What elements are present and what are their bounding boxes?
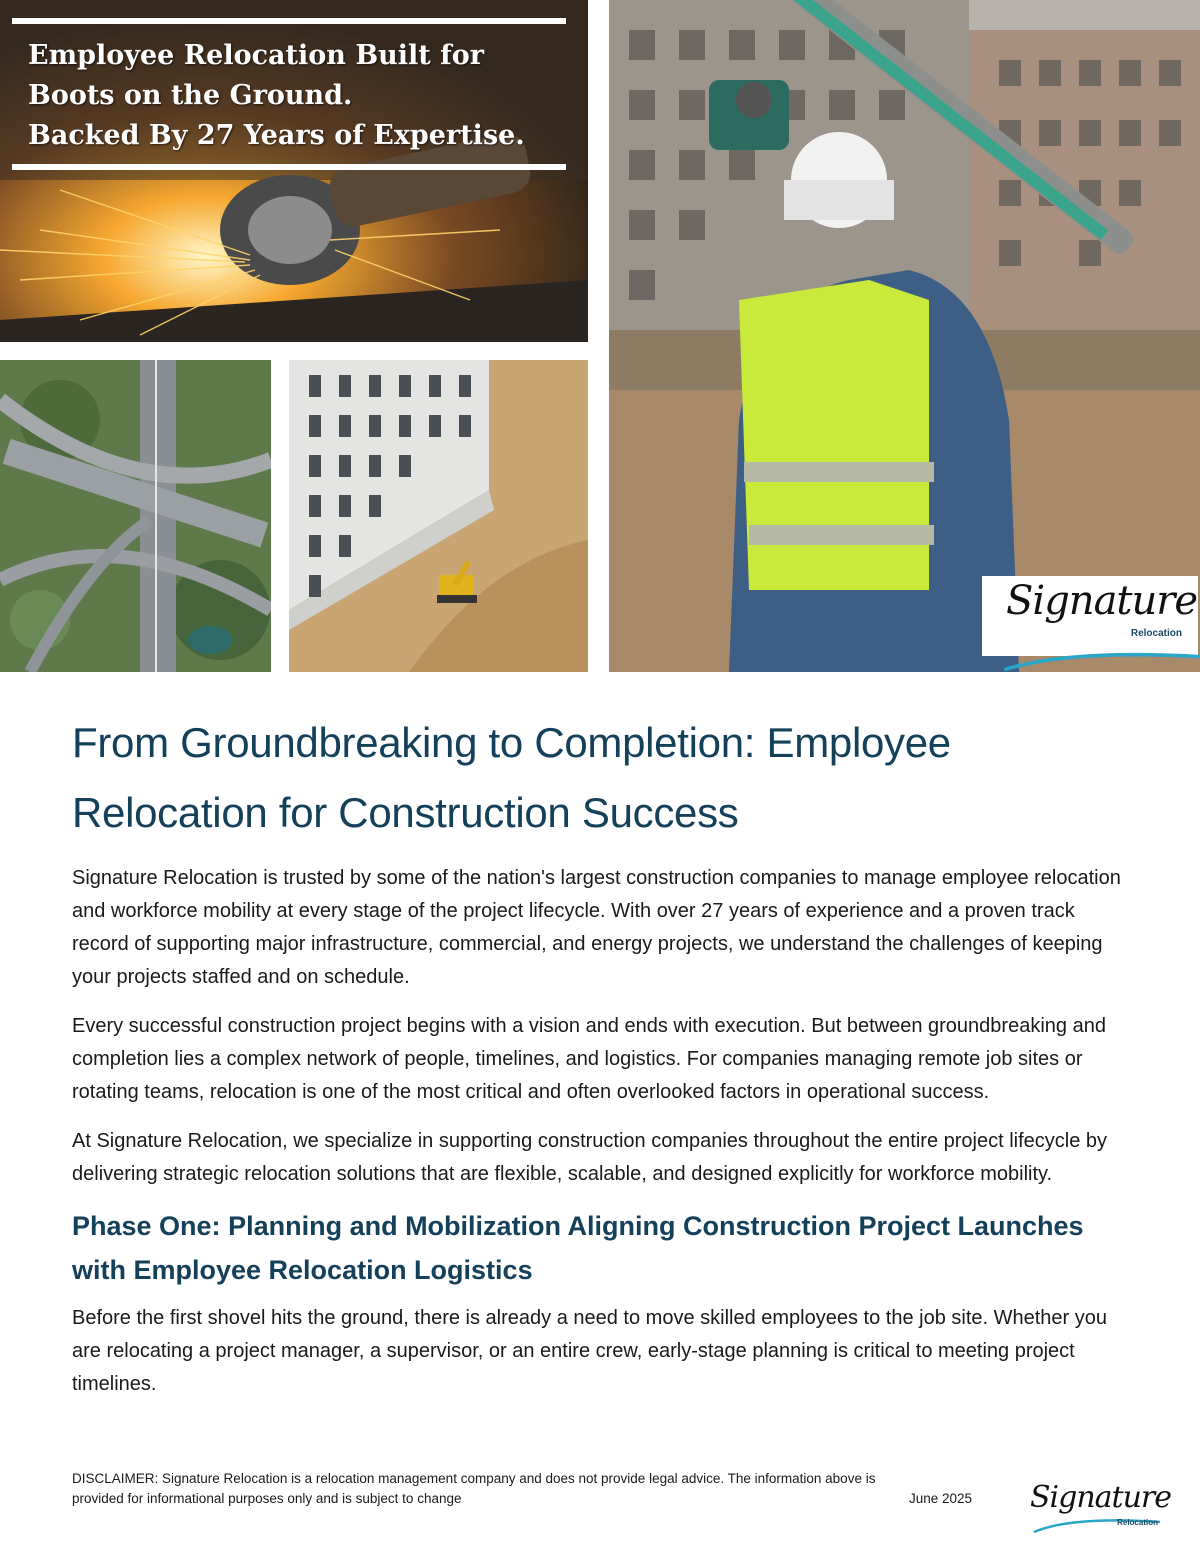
disclaimer-line-2: provided for informational purposes only and is subject to change <box>72 1491 462 1506</box>
hero-line-3: Backed By 27 Years of Expertise. <box>28 120 525 151</box>
hero-bottom-rule <box>12 164 566 170</box>
hero-line-2: Boots on the Ground. <box>28 80 353 111</box>
hero-line-1: Employee Relocation Built for <box>28 40 485 71</box>
grinder-sparks-photo <box>0 0 588 342</box>
phase-one-title: Planning and Mobilization Aligning Construction Project Launches with Employee Relocation Logistics <box>72 1211 1084 1285</box>
signature-logo-badge <box>982 576 1198 656</box>
phase-one-heading <box>72 1204 1122 1292</box>
footer-logo <box>1026 1480 1172 1540</box>
disclaimer-footer <box>72 1469 972 1509</box>
construction-site-photo <box>289 360 588 672</box>
highway-aerial-photo <box>0 360 271 672</box>
logo-sub-text: Relocation <box>1130 628 1182 639</box>
article <box>72 708 1122 1401</box>
lifecycle-paragraph: Every successful construction project begins with a vision and ends with execution. But between groundbreaking and completion lies a complex network of people, timelines, and logistics. For companies managing remote job sites or rotating teams, relocation is one of the most critical and often overlooked factors in operational success. <box>72 1015 1106 1103</box>
disclaimer-line-2-row <box>72 1489 972 1509</box>
hero-banner <box>12 18 566 170</box>
phase-one-paragraph: Before the first shovel hits the ground, there is already a need to move skilled employees to the job site. Whether you are relocating a project manager, a supervisor, or an entire crew, early-stage planning is critical to meeting project timelines. <box>72 1307 1108 1395</box>
footer-logo-script: Signature <box>1030 1480 1172 1515</box>
intro-paragraph: Signature Relocation is trusted by some of the nation's largest construction companies to manage employee relocation and workforce mobility at every stage of the project lifecycle. With over 27 years of experience and a proven track record of supporting major infrastructure, commercial, and energy projects, we understand the challenges of keeping your projects staffed and on schedule. <box>72 867 1121 988</box>
photo-collage <box>0 0 1200 672</box>
specialization-paragraph: At Signature Relocation, we specialize in supporting construction companies throughout the entire project lifecycle by delivering strategic relocation solutions that are flexible, scalable, and designed explicitly for workforce mobility. <box>72 1130 1108 1185</box>
logo-script-text: Signature <box>1006 578 1198 624</box>
publication-date: June 2025 <box>908 1491 972 1506</box>
phase-one-label: Phase One: <box>72 1211 221 1241</box>
footer-logo-sub: Relocation <box>1117 1518 1158 1527</box>
disclaimer-line-1: DISCLAIMER: Signature Relocation is a relocation management company and does not provide legal advice. The information above is <box>72 1471 876 1486</box>
surveyor-worker-photo <box>609 0 1200 672</box>
article-title: From Groundbreaking to Completion: Employee Relocation for Construction Success <box>72 719 951 836</box>
hero-headline <box>12 24 566 164</box>
